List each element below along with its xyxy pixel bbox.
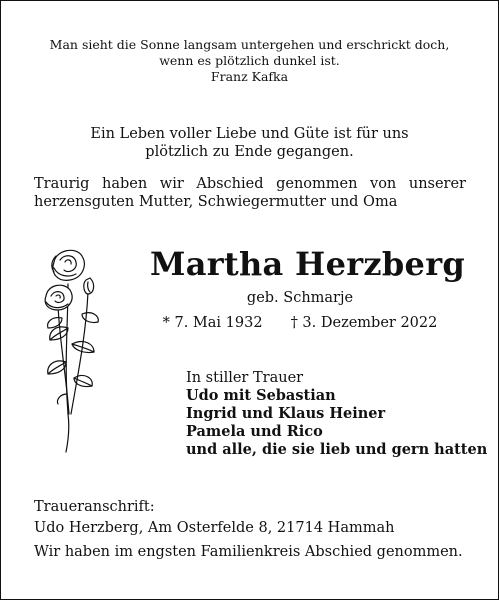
quote-line-1: Man sieht die Sonne langsam untergehen und erschrickt doch, [49,37,450,52]
intro-line-2: plötzlich zu Ende gegangen. [145,144,354,160]
life-dates [150,314,450,332]
maiden-name: geb. Schmarje [246,290,354,306]
closing-note: Wir haben im engsten Familienkreis Abschied genommen. [34,544,463,560]
mourner-name: Pamela und Rico [186,423,323,440]
address-value: Udo Herzberg, Am Osterfelde 8, 21714 Hammah [34,520,395,536]
farewell-line-2: herzensguten Mutter, Schwiegermutter und Oma [34,194,398,210]
mourners-block [186,369,487,459]
intro-line-1: Ein Leben voller Liebe und Güte ist für uns [90,126,409,142]
mourner-name: Udo mit Sebastian [186,387,336,404]
death-date: † 3. Dezember 2022 [290,315,438,331]
birth-date: * 7. Mai 1932 [162,315,263,331]
mourner-name: Ingrid und Klaus Heiner [186,405,386,422]
deceased-name: Martha Herzberg [150,245,466,283]
farewell-line-1: Traurig haben wir Abschied genommen von unserer [34,176,466,192]
mourner-name: und alle, die sie lieb und gern hatten [186,441,488,458]
rose-icon [38,244,110,454]
address-label: Traueranschrift: [34,499,155,515]
quote-line-2: wenn es plötzlich dunkel ist. [159,53,340,68]
farewell-text [34,175,466,211]
quote-author: Franz Kafka [210,69,289,84]
mourners-heading: In stiller Trauer [186,370,304,386]
